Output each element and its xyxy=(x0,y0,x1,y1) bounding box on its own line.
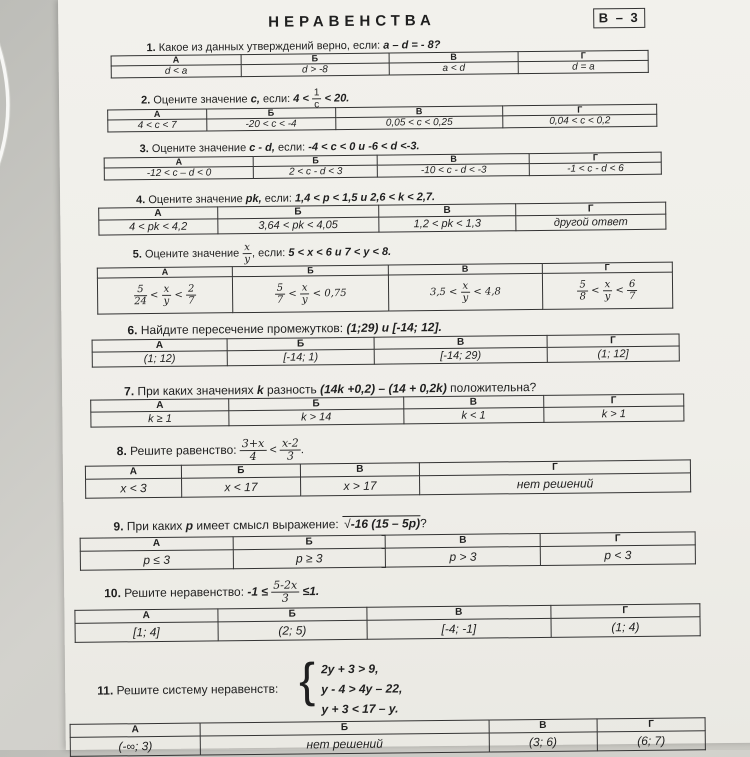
variant-badge: В – 3 xyxy=(593,8,645,29)
answer-5b[interactable]: $\frac{5}{7}$ < $\frac{x}{y}$ < 0,75 xyxy=(233,275,389,313)
question-3: 3. Оцените значение c - d, если: -4 < c < 0 и -6 < d <-3. xyxy=(139,140,420,156)
question-10: 10. Решите неравенство: -1 ≤ $\frac{5-2x}{3}$ ≤1. xyxy=(104,578,320,605)
page-title: НЕРАВЕНСТВА xyxy=(268,12,436,31)
question-7: 7. При каких значениях k разность (14k +0,2) – (14 + 0,2k) положительна? xyxy=(124,380,537,399)
question-1: 1. Какое из данных утверждений верно, если: a – d = - 8? xyxy=(146,38,441,55)
answers-table-7: А Б В Г k ≥ 1 k > 14 k < 1 k > 1 xyxy=(90,393,684,427)
answer-5a[interactable]: $\frac{5}{24}$ < $\frac{x}{y}$ < $\frac{2}{7}$ xyxy=(97,277,233,314)
system-brace: { xyxy=(298,654,316,708)
answer-5d[interactable]: $\frac{5}{8}$ < $\frac{x}{y}$ < $\frac{6}{7}$ xyxy=(542,272,673,309)
question-9: 9. При каких p имеет смысл выражение: √-16 (15 – 5p)? xyxy=(113,516,427,534)
answers-table-4: А Б В Г 4 < pk < 4,2 3,64 < pk < 4,05 1,2 < pk < 1,3 другой ответ xyxy=(98,202,666,236)
answers-table-2: А Б В Г 4 < c < 7 -20 < c < -4 0,05 < c < 0,25 0,04 < c < 0,2 xyxy=(107,104,657,133)
answers-table-10: А Б В Г [1; 4] (2; 5) [-4; -1] (1; 4) xyxy=(74,603,700,643)
answers-table-1: А Б В Г d < a d > -8 a < d d = a xyxy=(111,50,649,79)
answers-table-9: А Б В Г p ≤ 3 p ≥ 3 p > 3 p < 3 xyxy=(80,531,696,570)
question-8: 8. Решите равенство: $\frac{3+x}{4}$ < $\frac{x-2}{3}$ . xyxy=(116,436,305,464)
question-2: 2. Оцените значение c, если: 4 < $\frac{1}{c}$ < 20. xyxy=(140,87,350,111)
answers-table-8: А Б В Г x < 3 x < 17 x > 17 нет решений xyxy=(85,459,691,498)
question-6: 6. Найдите пересечение промежутков: (1;29) и [-14; 12]. xyxy=(127,319,442,338)
answers-table-11: А Б В Г (-∞; 3) нет решений (3; 6) (6; 7) xyxy=(70,717,706,757)
question-5: 5. Оцените значение $\frac{x}{y}$ , если: 5 < x < 6 и 7 < y < 8. xyxy=(132,242,392,266)
question-11: 11. Решите систему неравенств: xyxy=(97,681,279,698)
worksheet xyxy=(58,0,750,754)
answers-table-6: А Б В Г (1; 12) [-14; 1) [-14; 29) (1; 12] xyxy=(92,334,680,368)
inequality-system: 2y + 3 > 9, y - 4 > 4y – 22, y + 3 < 17 – y. xyxy=(320,661,403,717)
answer-5c[interactable]: 3,5 < $\frac{x}{y}$ < 4,8 xyxy=(388,273,542,311)
answers-table-5: А Б В Г $\frac{5}{24}$ < $\frac{x}{y}$ < $\frac{2}{7}$ $\frac{5}{7}$ < $\frac{x}{y}$ < 0,75 3,5 < $\frac{x}{y}$ < 4,8 $\frac{5}{8}$ < $\frac{x}{y}$ < $\frac{6}{7}$ xyxy=(97,262,673,315)
answers-table-3: А Б В Г -12 < c – d < 0 2 < c - d < 3 -10 < c - d < -3 -1 < c - d < 6 xyxy=(104,152,662,181)
question-4: 4. Оцените значение pk, если: 1,4 < p < 1,5 и 2,6 < k < 2,7. xyxy=(136,191,436,207)
